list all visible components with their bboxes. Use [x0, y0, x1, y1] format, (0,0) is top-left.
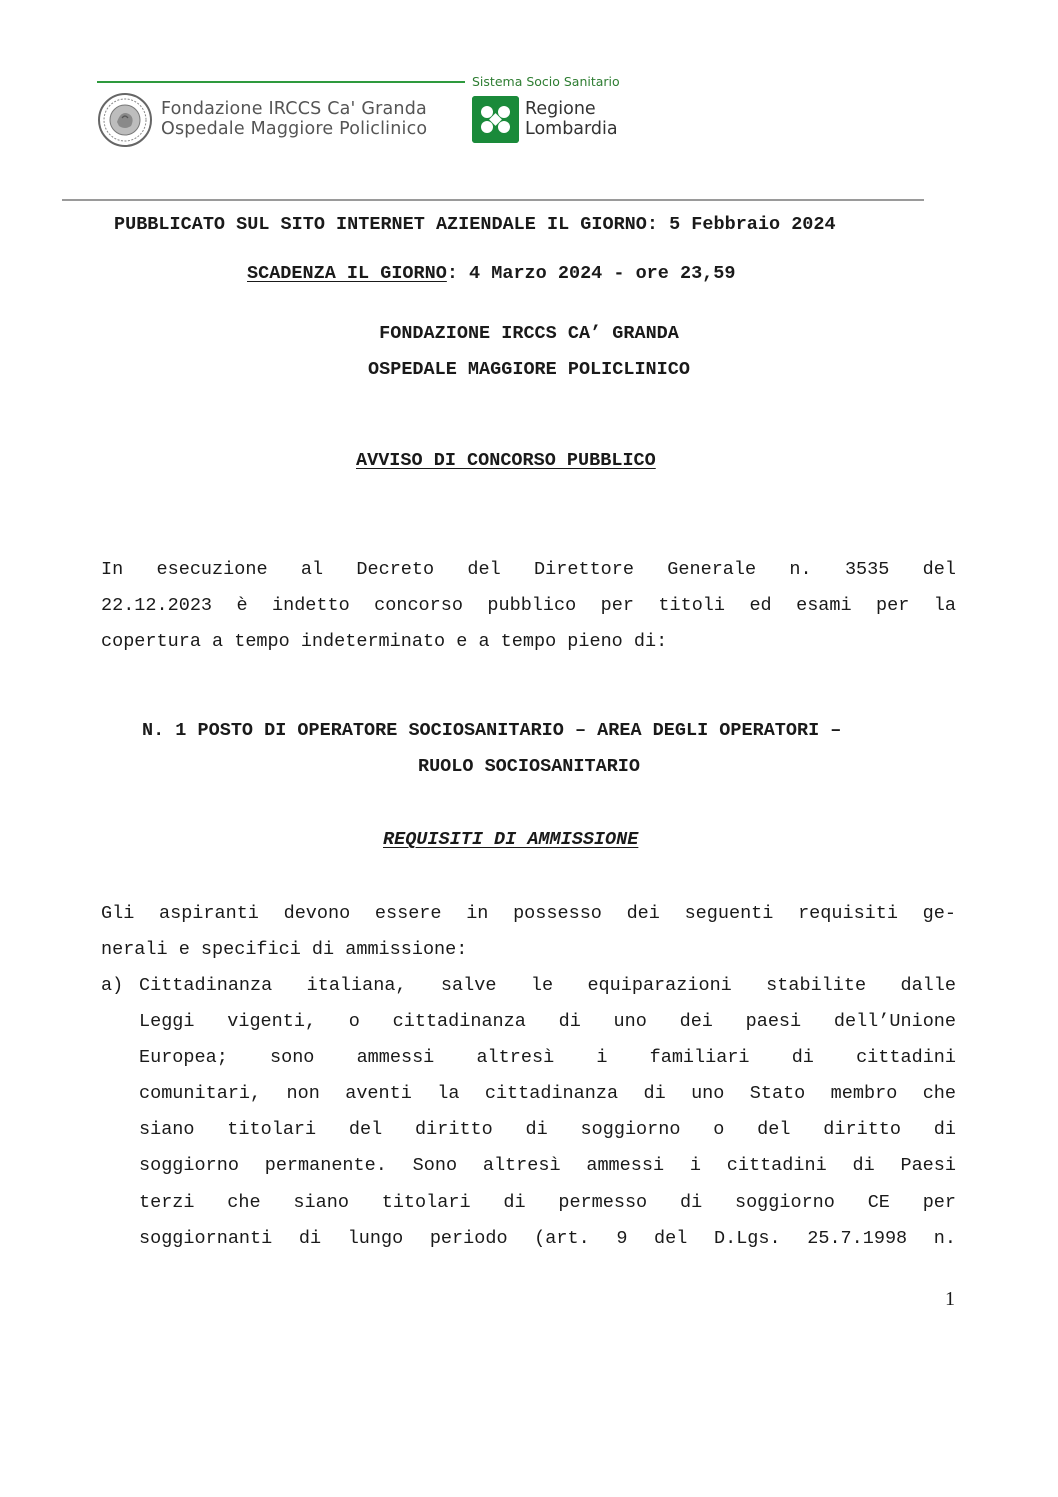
item-a-line3: Europea; sono ammessi altresì i familiari di cittadini: [139, 1047, 956, 1068]
item-a-line6: soggiorno permanente. Sono altresì ammessi i cittadini di Paesi: [139, 1155, 956, 1176]
requirements-title: REQUISITI DI AMMISSIONE: [383, 829, 639, 850]
deadline-label: SCADENZA IL GIORNO: [247, 263, 447, 284]
item-a-line1: Cittadinanza italiana, salve le equiparazioni stabilite dalle: [139, 975, 956, 996]
foundation-name-line2: Ospedale Maggiore Policlinico: [161, 119, 428, 139]
org-line1: FONDAZIONE IRCCS CA’ GRANDA: [379, 323, 679, 344]
org-line2: OSPEDALE MAGGIORE POLICLINICO: [368, 359, 690, 380]
position-line2: RUOLO SOCIOSANITARIO: [417, 756, 641, 777]
foundation-seal-icon: [97, 92, 153, 148]
notice-title: AVVISO DI CONCORSO PUBBLICO: [356, 450, 656, 471]
publication-date: PUBBLICATO SUL SITO INTERNET AZIENDALE IL GIORNO: 5 Febbraio 2024: [114, 214, 836, 235]
req-intro-line2: nerali e specifici di ammissione:: [101, 939, 468, 960]
region-line2: Lombardia: [525, 119, 618, 139]
deadline-line: [247, 263, 736, 284]
item-a-line7: terzi che siano titolari di permesso di soggiorno CE per: [139, 1192, 956, 1213]
item-a-line8: soggiornanti di lungo periodo (art. 9 del D.Lgs. 25.7.1998 n.: [139, 1228, 956, 1249]
regione-lombardia-logo-icon: [472, 96, 519, 143]
req-intro-line1: Gli aspiranti devono essere in possesso dei seguenti requisiti ge-: [101, 903, 956, 924]
item-a-line2: Leggi vigenti, o cittadinanza di uno dei paesi dell’Unione: [139, 1011, 956, 1032]
intro-line3: copertura a tempo indeterminato e a tempo pieno di:: [101, 631, 668, 652]
regione-lombardia-name: [525, 99, 618, 139]
foundation-name-line1: Fondazione IRCCS Ca' Granda: [161, 99, 427, 119]
position-line1: N. 1 POSTO DI OPERATORE SOCIOSANITARIO – AREA DEGLI OPERATORI –: [142, 720, 842, 741]
page-number: 1: [945, 1288, 955, 1310]
deadline-value: : 4 Marzo 2024 - ore 23,59: [446, 263, 736, 284]
sistema-socio-sanitario: Sistema Socio Sanitario: [472, 74, 620, 89]
header-divider: [62, 199, 924, 201]
intro-line1: In esecuzione al Decreto del Direttore Generale n. 3535 del: [101, 559, 956, 580]
foundation-name: [161, 99, 427, 139]
intro-line2: 22.12.2023 è indetto concorso pubblico per titoli ed esami per la: [101, 595, 956, 616]
header-green-rule: [97, 81, 465, 83]
item-a-line5: siano titolari del diritto di soggiorno o del diritto di: [139, 1119, 956, 1140]
item-a-line4: comunitari, non aventi la cittadinanza di uno Stato membro che: [139, 1083, 956, 1104]
region-line1: Regione: [525, 99, 596, 119]
item-a-marker: a): [101, 975, 124, 996]
